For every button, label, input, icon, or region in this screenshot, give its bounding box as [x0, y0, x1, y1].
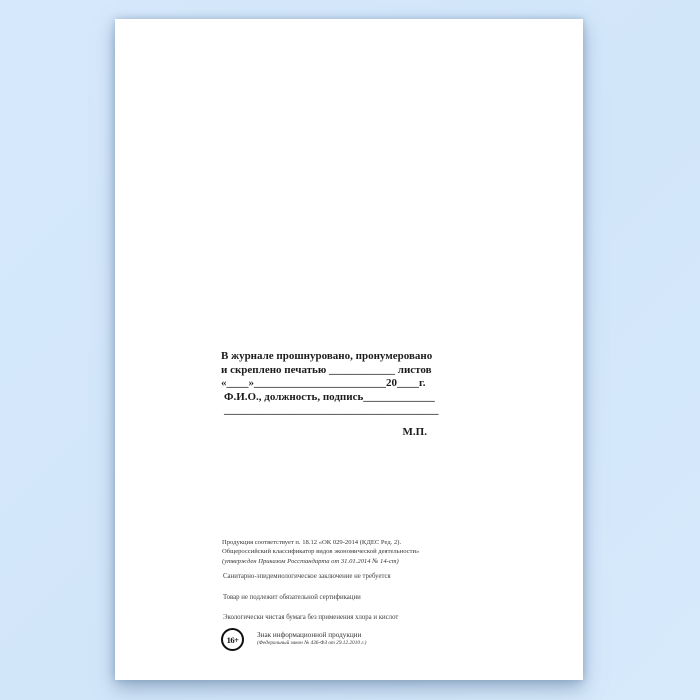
- note-sanitary: Санитарно-эпидемиологическое заключение не требуется: [223, 573, 391, 580]
- document-page: [115, 19, 583, 680]
- journal-certification-block: [221, 350, 439, 439]
- age-rating-row: [221, 628, 366, 651]
- age-rating-text: [257, 628, 366, 647]
- compliance-line-2: Общероссийский классификатор видов экономической деятельности»: [222, 548, 420, 556]
- age-rating-label: Знак информационной продукции: [257, 631, 362, 639]
- stamp-line-sewn-numbered: В журнале прошнуровано, пронумеровано: [221, 350, 433, 362]
- compliance-line-1: Продукция соответствует п. 18.12 «ОК 029-2014 (КДЕС Ред. 2).: [222, 539, 402, 546]
- age-16plus-icon: 16+: [221, 628, 244, 651]
- stamp-line-date: «____»________________________20____г.: [221, 377, 426, 389]
- note-eco-paper: Экологически чистая бумага без применения хлора и кислот: [223, 614, 399, 621]
- seal-place-abbr: М.П.: [402, 425, 427, 438]
- stamp-line-name-position-signature: Ф.И.О., должность, подпись_____________: [224, 390, 435, 403]
- stamp-line-blank-underscores: _______________________________________: [224, 404, 439, 416]
- stamp-line-sealed-sheets: и скреплено печатью ____________ листов: [221, 363, 432, 376]
- product-compliance-paragraph: [222, 538, 419, 566]
- age-rating-law-reference: (Федеральный закон № 436-ФЗ от 29.12.2010 г.): [257, 639, 367, 646]
- note-certification: Товар не подлежит обязательной сертификации: [223, 594, 361, 601]
- compliance-line-3-decree: (утвержден Приказом Росстандарта от 31.01.2014 № 14-ст): [222, 557, 399, 565]
